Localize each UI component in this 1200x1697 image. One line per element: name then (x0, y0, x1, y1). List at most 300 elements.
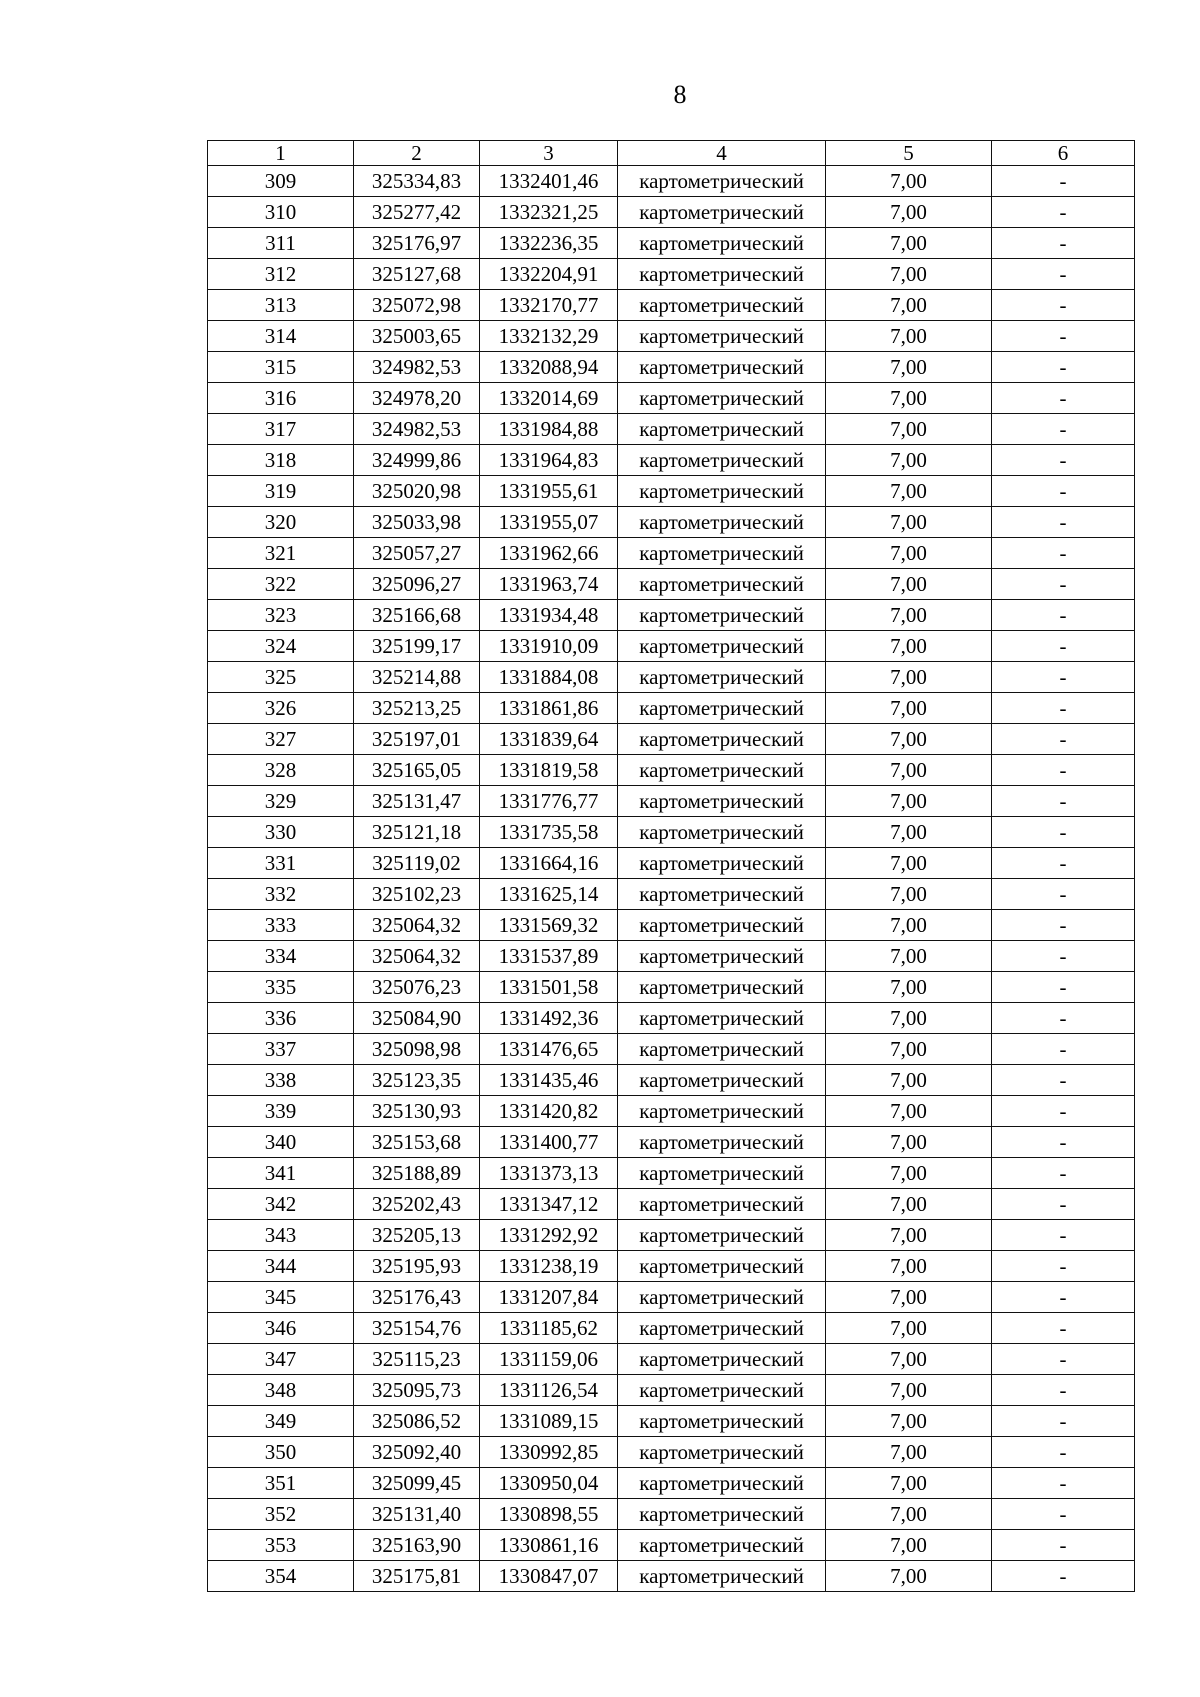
point-number-cell: 333 (208, 910, 354, 941)
description-cell: - (992, 724, 1135, 755)
method-cell: картометрический (618, 1344, 826, 1375)
coordinate-y-cell: 1332088,94 (480, 352, 618, 383)
accuracy-cell: 7,00 (826, 1189, 992, 1220)
point-number-cell: 318 (208, 445, 354, 476)
table-row (208, 786, 1135, 817)
method-cell: картометрический (618, 321, 826, 352)
method-cell: картометрический (618, 941, 826, 972)
column-header: 2 (354, 141, 480, 166)
point-number-cell: 329 (208, 786, 354, 817)
table-row (208, 166, 1135, 197)
method-cell: картометрический (618, 569, 826, 600)
point-number-cell: 330 (208, 817, 354, 848)
coordinate-x-cell: 325176,43 (354, 1282, 480, 1313)
coordinate-y-cell: 1332204,91 (480, 259, 618, 290)
description-cell: - (992, 383, 1135, 414)
accuracy-cell: 7,00 (826, 662, 992, 693)
coordinate-x-cell: 325176,97 (354, 228, 480, 259)
accuracy-cell: 7,00 (826, 1406, 992, 1437)
description-cell: - (992, 1344, 1135, 1375)
coordinate-y-cell: 1330950,04 (480, 1468, 618, 1499)
table-row (208, 445, 1135, 476)
description-cell: - (992, 1158, 1135, 1189)
description-cell: - (992, 507, 1135, 538)
accuracy-cell: 7,00 (826, 414, 992, 445)
coordinate-y-cell: 1331963,74 (480, 569, 618, 600)
description-cell: - (992, 972, 1135, 1003)
accuracy-cell: 7,00 (826, 383, 992, 414)
table-row (208, 1375, 1135, 1406)
point-number-cell: 315 (208, 352, 354, 383)
description-cell: - (992, 445, 1135, 476)
point-number-cell: 314 (208, 321, 354, 352)
coordinate-x-cell: 325165,05 (354, 755, 480, 786)
description-cell: - (992, 910, 1135, 941)
coordinate-x-cell: 325084,90 (354, 1003, 480, 1034)
coordinate-x-cell: 325064,32 (354, 910, 480, 941)
method-cell: картометрический (618, 1251, 826, 1282)
method-cell: картометрический (618, 755, 826, 786)
accuracy-cell: 7,00 (826, 817, 992, 848)
method-cell: картометрический (618, 507, 826, 538)
table-row (208, 1344, 1135, 1375)
coordinate-x-cell: 325127,68 (354, 259, 480, 290)
point-number-cell: 340 (208, 1127, 354, 1158)
method-cell: картометрический (618, 1406, 826, 1437)
table-row (208, 569, 1135, 600)
table-row (208, 1065, 1135, 1096)
point-number-cell: 328 (208, 755, 354, 786)
table-row (208, 1499, 1135, 1530)
point-number-cell: 344 (208, 1251, 354, 1282)
table-row (208, 1034, 1135, 1065)
coordinate-y-cell: 1332401,46 (480, 166, 618, 197)
table-row (208, 817, 1135, 848)
coordinate-x-cell: 325175,81 (354, 1561, 480, 1592)
description-cell: - (992, 755, 1135, 786)
coordinate-x-cell: 325057,27 (354, 538, 480, 569)
method-cell: картометрический (618, 724, 826, 755)
point-number-cell: 353 (208, 1530, 354, 1561)
accuracy-cell: 7,00 (826, 166, 992, 197)
table-row (208, 848, 1135, 879)
description-cell: - (992, 321, 1135, 352)
point-number-cell: 343 (208, 1220, 354, 1251)
accuracy-cell: 7,00 (826, 1499, 992, 1530)
method-cell: картометрический (618, 1468, 826, 1499)
point-number-cell: 335 (208, 972, 354, 1003)
coordinate-x-cell: 325130,93 (354, 1096, 480, 1127)
column-header: 3 (480, 141, 618, 166)
accuracy-cell: 7,00 (826, 507, 992, 538)
table-row (208, 1406, 1135, 1437)
coordinate-y-cell: 1330992,85 (480, 1437, 618, 1468)
description-cell: - (992, 259, 1135, 290)
method-cell: картометрический (618, 290, 826, 321)
accuracy-cell: 7,00 (826, 321, 992, 352)
column-header: 1 (208, 141, 354, 166)
accuracy-cell: 7,00 (826, 1313, 992, 1344)
coordinate-y-cell: 1331347,12 (480, 1189, 618, 1220)
method-cell: картометрический (618, 1158, 826, 1189)
method-cell: картометрический (618, 693, 826, 724)
coordinate-y-cell: 1331839,64 (480, 724, 618, 755)
coordinate-y-cell: 1331776,77 (480, 786, 618, 817)
coordinate-y-cell: 1332170,77 (480, 290, 618, 321)
method-cell: картометрический (618, 848, 826, 879)
table-row (208, 600, 1135, 631)
coordinate-y-cell: 1330898,55 (480, 1499, 618, 1530)
description-cell: - (992, 941, 1135, 972)
coordinate-y-cell: 1331984,88 (480, 414, 618, 445)
coordinate-y-cell: 1331884,08 (480, 662, 618, 693)
accuracy-cell: 7,00 (826, 352, 992, 383)
point-number-cell: 339 (208, 1096, 354, 1127)
description-cell: - (992, 1189, 1135, 1220)
accuracy-cell: 7,00 (826, 1003, 992, 1034)
description-cell: - (992, 1251, 1135, 1282)
coordinate-x-cell: 325064,32 (354, 941, 480, 972)
description-cell: - (992, 538, 1135, 569)
accuracy-cell: 7,00 (826, 445, 992, 476)
table-row (208, 476, 1135, 507)
description-cell: - (992, 693, 1135, 724)
coordinate-y-cell: 1331625,14 (480, 879, 618, 910)
point-number-cell: 338 (208, 1065, 354, 1096)
coordinate-x-cell: 325213,25 (354, 693, 480, 724)
accuracy-cell: 7,00 (826, 1096, 992, 1127)
accuracy-cell: 7,00 (826, 569, 992, 600)
method-cell: картометрический (618, 476, 826, 507)
coordinate-y-cell: 1331735,58 (480, 817, 618, 848)
table-row (208, 1220, 1135, 1251)
accuracy-cell: 7,00 (826, 755, 992, 786)
accuracy-cell: 7,00 (826, 786, 992, 817)
coordinate-x-cell: 325163,90 (354, 1530, 480, 1561)
point-number-cell: 331 (208, 848, 354, 879)
method-cell: картометрический (618, 197, 826, 228)
table-row (208, 972, 1135, 1003)
table-row (208, 1158, 1135, 1189)
coordinate-y-cell: 1331089,15 (480, 1406, 618, 1437)
description-cell: - (992, 879, 1135, 910)
coordinate-y-cell: 1330861,16 (480, 1530, 618, 1561)
table-row (208, 383, 1135, 414)
coordinate-x-cell: 325076,23 (354, 972, 480, 1003)
coordinate-x-cell: 325131,47 (354, 786, 480, 817)
table-row (208, 321, 1135, 352)
coordinate-y-cell: 1331569,32 (480, 910, 618, 941)
method-cell: картометрический (618, 1313, 826, 1344)
description-cell: - (992, 1468, 1135, 1499)
method-cell: картометрический (618, 1096, 826, 1127)
method-cell: картометрический (618, 817, 826, 848)
accuracy-cell: 7,00 (826, 1561, 992, 1592)
point-number-cell: 317 (208, 414, 354, 445)
method-cell: картометрический (618, 166, 826, 197)
method-cell: картометрический (618, 445, 826, 476)
table-row (208, 1282, 1135, 1313)
description-cell: - (992, 1499, 1135, 1530)
method-cell: картометрический (618, 1561, 826, 1592)
method-cell: картометрический (618, 1437, 826, 1468)
coordinate-y-cell: 1331400,77 (480, 1127, 618, 1158)
table-row (208, 1437, 1135, 1468)
coordinate-y-cell: 1331207,84 (480, 1282, 618, 1313)
point-number-cell: 316 (208, 383, 354, 414)
method-cell: картометрический (618, 786, 826, 817)
coordinate-x-cell: 324982,53 (354, 352, 480, 383)
point-number-cell: 319 (208, 476, 354, 507)
method-cell: картометрический (618, 414, 826, 445)
table-row (208, 352, 1135, 383)
column-header: 4 (618, 141, 826, 166)
point-number-cell: 347 (208, 1344, 354, 1375)
description-cell: - (992, 1530, 1135, 1561)
coordinate-y-cell: 1331955,61 (480, 476, 618, 507)
coordinate-x-cell: 325123,35 (354, 1065, 480, 1096)
coordinate-y-cell: 1331955,07 (480, 507, 618, 538)
accuracy-cell: 7,00 (826, 631, 992, 662)
point-number-cell: 320 (208, 507, 354, 538)
method-cell: картометрический (618, 662, 826, 693)
coordinate-x-cell: 325202,43 (354, 1189, 480, 1220)
coordinate-y-cell: 1331373,13 (480, 1158, 618, 1189)
accuracy-cell: 7,00 (826, 941, 992, 972)
table-row (208, 879, 1135, 910)
point-number-cell: 310 (208, 197, 354, 228)
coordinate-x-cell: 325086,52 (354, 1406, 480, 1437)
table-row (208, 1313, 1135, 1344)
table-row (208, 1530, 1135, 1561)
point-number-cell: 327 (208, 724, 354, 755)
coordinate-y-cell: 1332321,25 (480, 197, 618, 228)
coordinate-x-cell: 325154,76 (354, 1313, 480, 1344)
accuracy-cell: 7,00 (826, 600, 992, 631)
table-row (208, 414, 1135, 445)
accuracy-cell: 7,00 (826, 724, 992, 755)
method-cell: картометрический (618, 228, 826, 259)
coordinate-y-cell: 1331861,86 (480, 693, 618, 724)
coordinate-x-cell: 325166,68 (354, 600, 480, 631)
method-cell: картометрический (618, 259, 826, 290)
description-cell: - (992, 631, 1135, 662)
point-number-cell: 313 (208, 290, 354, 321)
table-header-row (208, 141, 1135, 166)
description-cell: - (992, 197, 1135, 228)
table-row (208, 1468, 1135, 1499)
point-number-cell: 332 (208, 879, 354, 910)
description-cell: - (992, 817, 1135, 848)
table-row (208, 910, 1135, 941)
accuracy-cell: 7,00 (826, 1530, 992, 1561)
accuracy-cell: 7,00 (826, 197, 992, 228)
coordinate-x-cell: 324999,86 (354, 445, 480, 476)
accuracy-cell: 7,00 (826, 476, 992, 507)
point-number-cell: 325 (208, 662, 354, 693)
point-number-cell: 312 (208, 259, 354, 290)
method-cell: картометрический (618, 1034, 826, 1065)
coordinate-x-cell: 325072,98 (354, 290, 480, 321)
point-number-cell: 345 (208, 1282, 354, 1313)
accuracy-cell: 7,00 (826, 1158, 992, 1189)
point-number-cell: 321 (208, 538, 354, 569)
point-number-cell: 322 (208, 569, 354, 600)
table-row (208, 1096, 1135, 1127)
method-cell: картометрический (618, 383, 826, 414)
method-cell: картометрический (618, 600, 826, 631)
point-number-cell: 334 (208, 941, 354, 972)
accuracy-cell: 7,00 (826, 1375, 992, 1406)
description-cell: - (992, 1561, 1135, 1592)
table-row (208, 228, 1135, 259)
table-row (208, 631, 1135, 662)
coordinate-y-cell: 1331238,19 (480, 1251, 618, 1282)
point-number-cell: 342 (208, 1189, 354, 1220)
method-cell: картометрический (618, 352, 826, 383)
description-cell: - (992, 1437, 1135, 1468)
coordinate-y-cell: 1331819,58 (480, 755, 618, 786)
method-cell: картометрический (618, 1189, 826, 1220)
table-row (208, 941, 1135, 972)
description-cell: - (992, 1313, 1135, 1344)
method-cell: картометрический (618, 879, 826, 910)
accuracy-cell: 7,00 (826, 1344, 992, 1375)
coordinate-x-cell: 325102,23 (354, 879, 480, 910)
table-row (208, 259, 1135, 290)
point-number-cell: 324 (208, 631, 354, 662)
point-number-cell: 337 (208, 1034, 354, 1065)
point-number-cell: 350 (208, 1437, 354, 1468)
table-row (208, 507, 1135, 538)
table-row (208, 693, 1135, 724)
point-number-cell: 311 (208, 228, 354, 259)
column-header: 6 (992, 141, 1135, 166)
coordinates-table (207, 140, 1135, 1592)
coordinate-y-cell: 1331501,58 (480, 972, 618, 1003)
point-number-cell: 354 (208, 1561, 354, 1592)
coordinate-y-cell: 1331910,09 (480, 631, 618, 662)
coordinate-x-cell: 325188,89 (354, 1158, 480, 1189)
accuracy-cell: 7,00 (826, 1220, 992, 1251)
coordinate-x-cell: 325096,27 (354, 569, 480, 600)
coordinate-x-cell: 325214,88 (354, 662, 480, 693)
coordinate-x-cell: 325334,83 (354, 166, 480, 197)
point-number-cell: 348 (208, 1375, 354, 1406)
description-cell: - (992, 569, 1135, 600)
table-row (208, 662, 1135, 693)
accuracy-cell: 7,00 (826, 848, 992, 879)
method-cell: картометрический (618, 1127, 826, 1158)
method-cell: картометрический (618, 910, 826, 941)
coordinate-x-cell: 324982,53 (354, 414, 480, 445)
method-cell: картометрический (618, 1003, 826, 1034)
coordinate-x-cell: 325195,93 (354, 1251, 480, 1282)
description-cell: - (992, 414, 1135, 445)
accuracy-cell: 7,00 (826, 228, 992, 259)
accuracy-cell: 7,00 (826, 1065, 992, 1096)
coordinate-y-cell: 1332132,29 (480, 321, 618, 352)
method-cell: картометрический (618, 972, 826, 1003)
coordinate-x-cell: 325277,42 (354, 197, 480, 228)
description-cell: - (992, 786, 1135, 817)
coordinate-y-cell: 1331159,06 (480, 1344, 618, 1375)
description-cell: - (992, 1003, 1135, 1034)
coordinate-x-cell: 325121,18 (354, 817, 480, 848)
description-cell: - (992, 1127, 1135, 1158)
table-row (208, 538, 1135, 569)
coordinate-y-cell: 1331435,46 (480, 1065, 618, 1096)
table-body (208, 141, 1135, 1592)
column-header: 5 (826, 141, 992, 166)
coordinate-y-cell: 1331492,36 (480, 1003, 618, 1034)
coordinate-y-cell: 1331934,48 (480, 600, 618, 631)
description-cell: - (992, 166, 1135, 197)
point-number-cell: 326 (208, 693, 354, 724)
description-cell: - (992, 1096, 1135, 1127)
page-number: 8 (673, 80, 687, 109)
coordinate-x-cell: 324978,20 (354, 383, 480, 414)
description-cell: - (992, 848, 1135, 879)
table-row (208, 755, 1135, 786)
method-cell: картометрический (618, 1499, 826, 1530)
table-row (208, 197, 1135, 228)
coordinate-y-cell: 1331476,65 (480, 1034, 618, 1065)
point-number-cell: 346 (208, 1313, 354, 1344)
coordinate-y-cell: 1331126,54 (480, 1375, 618, 1406)
point-number-cell: 323 (208, 600, 354, 631)
description-cell: - (992, 290, 1135, 321)
coordinate-x-cell: 325003,65 (354, 321, 480, 352)
coordinate-y-cell: 1332236,35 (480, 228, 618, 259)
coordinate-x-cell: 325119,02 (354, 848, 480, 879)
coordinate-x-cell: 325099,45 (354, 1468, 480, 1499)
accuracy-cell: 7,00 (826, 693, 992, 724)
description-cell: - (992, 1406, 1135, 1437)
accuracy-cell: 7,00 (826, 1468, 992, 1499)
description-cell: - (992, 1220, 1135, 1251)
description-cell: - (992, 662, 1135, 693)
description-cell: - (992, 1065, 1135, 1096)
accuracy-cell: 7,00 (826, 972, 992, 1003)
table-row (208, 290, 1135, 321)
point-number-cell: 349 (208, 1406, 354, 1437)
table-row (208, 1251, 1135, 1282)
point-number-cell: 352 (208, 1499, 354, 1530)
description-cell: - (992, 476, 1135, 507)
coordinate-y-cell: 1331962,66 (480, 538, 618, 569)
coordinate-x-cell: 325131,40 (354, 1499, 480, 1530)
table-row (208, 1003, 1135, 1034)
coordinate-x-cell: 325098,98 (354, 1034, 480, 1065)
method-cell: картометрический (618, 1530, 826, 1561)
method-cell: картометрический (618, 631, 826, 662)
coordinate-x-cell: 325115,23 (354, 1344, 480, 1375)
coordinate-y-cell: 1331664,16 (480, 848, 618, 879)
accuracy-cell: 7,00 (826, 1251, 992, 1282)
table-row (208, 1189, 1135, 1220)
table-row (208, 724, 1135, 755)
method-cell: картометрический (618, 538, 826, 569)
coordinate-x-cell: 325199,17 (354, 631, 480, 662)
description-cell: - (992, 228, 1135, 259)
coordinate-y-cell: 1331292,92 (480, 1220, 618, 1251)
coordinate-y-cell: 1332014,69 (480, 383, 618, 414)
coordinate-y-cell: 1331185,62 (480, 1313, 618, 1344)
description-cell: - (992, 1375, 1135, 1406)
coordinate-y-cell: 1331537,89 (480, 941, 618, 972)
description-cell: - (992, 600, 1135, 631)
